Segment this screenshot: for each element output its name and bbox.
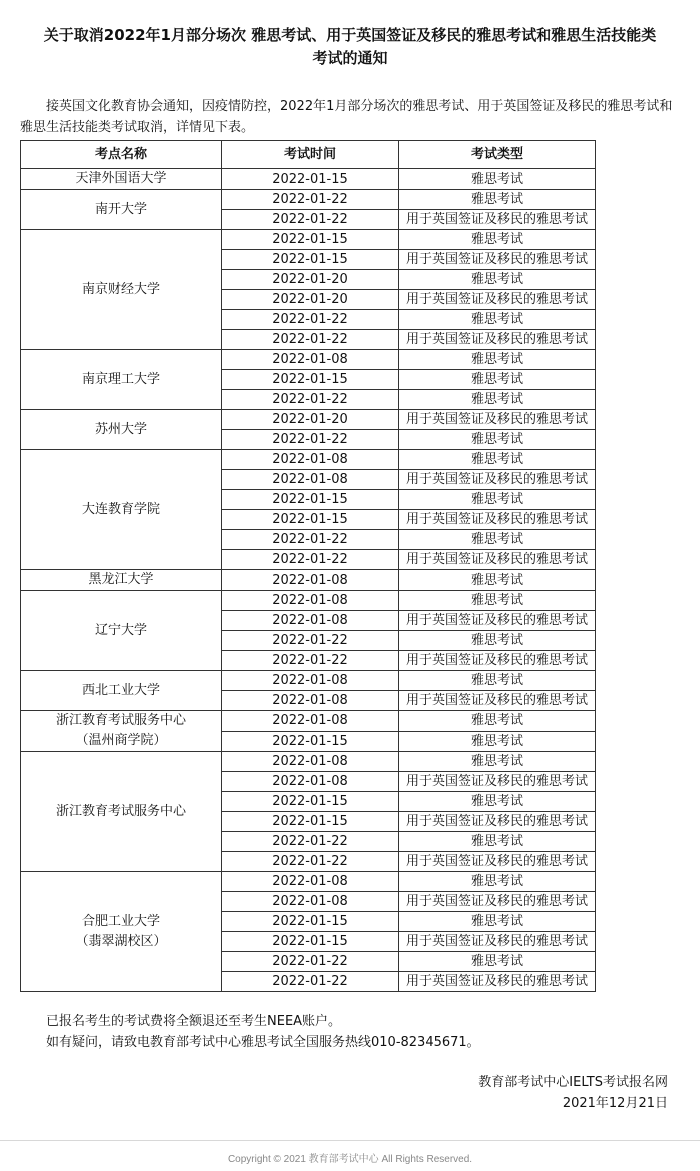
date-cell: 2022-01-22 [222, 430, 399, 450]
exam-type-cell: 雅思考试 [399, 832, 596, 852]
date-cell: 2022-01-15 [222, 370, 399, 390]
date-cell: 2022-01-22 [222, 210, 399, 230]
exam-type-cell: 用于英国签证及移民的雅思考试 [399, 651, 596, 671]
date-cell: 2022-01-15 [222, 812, 399, 832]
header-type: 考试类型 [399, 141, 596, 169]
venue-cell: 西北工业大学 [21, 671, 222, 711]
exam-type-cell: 用于英国签证及移民的雅思考试 [399, 210, 596, 230]
exam-type-cell: 雅思考试 [399, 792, 596, 812]
exam-type-cell: 雅思考试 [399, 430, 596, 450]
date-cell: 2022-01-15 [222, 490, 399, 510]
date-cell: 2022-01-08 [222, 591, 399, 611]
exam-type-cell: 雅思考试 [399, 952, 596, 972]
date-cell: 2022-01-22 [222, 651, 399, 671]
exam-type-cell: 用于英国签证及移民的雅思考试 [399, 550, 596, 570]
header-date: 考试时间 [222, 141, 399, 169]
exam-type-cell: 雅思考试 [399, 230, 596, 250]
exam-type-cell: 雅思考试 [399, 370, 596, 390]
table-row [21, 570, 596, 591]
header-venue: 考点名称 [21, 141, 222, 169]
venue-cell: 南京财经大学 [21, 230, 222, 350]
exam-type-cell: 雅思考试 [399, 450, 596, 470]
date-cell: 2022-01-08 [222, 892, 399, 912]
table-row [21, 711, 596, 732]
exam-type-cell: 雅思考试 [399, 591, 596, 611]
title-line-2: 考试的通知 [312, 49, 388, 67]
date-cell: 2022-01-15 [222, 510, 399, 530]
table-row [21, 350, 596, 370]
date-cell: 2022-01-15 [222, 250, 399, 270]
exam-type-cell: 雅思考试 [399, 711, 596, 732]
exam-type-cell: 雅思考试 [399, 912, 596, 932]
date-cell: 2022-01-08 [222, 671, 399, 691]
exam-type-cell: 雅思考试 [399, 530, 596, 550]
date-cell: 2022-01-08 [222, 350, 399, 370]
table-row [21, 410, 596, 430]
date-cell: 2022-01-08 [222, 691, 399, 711]
date-cell: 2022-01-15 [222, 230, 399, 250]
date-cell: 2022-01-08 [222, 611, 399, 631]
hotline-note: 如有疑问，请致电教育部考试中心雅思考试全国服务热线010-82345671。 [46, 1035, 480, 1050]
exam-type-cell: 雅思考试 [399, 350, 596, 370]
exam-type-cell: 用于英国签证及移民的雅思考试 [399, 290, 596, 310]
issue-date: 2021年12月21日 [562, 1096, 668, 1111]
exam-type-cell: 雅思考试 [399, 671, 596, 691]
exam-type-cell: 用于英国签证及移民的雅思考试 [399, 972, 596, 992]
venue-cell: 黑龙江大学 [21, 570, 222, 591]
table-row [21, 591, 596, 611]
date-cell: 2022-01-22 [222, 952, 399, 972]
date-cell: 2022-01-08 [222, 450, 399, 470]
exam-type-cell: 用于英国签证及移民的雅思考试 [399, 932, 596, 952]
venue-cell: 天津外国语大学 [21, 169, 222, 190]
exam-type-cell: 雅思考试 [399, 390, 596, 410]
exam-type-cell: 用于英国签证及移民的雅思考试 [399, 510, 596, 530]
title-line-1: 关于取消2022年1月部分场次 雅思考试、用于英国签证及移民的雅思考试和雅思生活技能类 [43, 26, 657, 44]
exam-type-cell: 雅思考试 [399, 169, 596, 190]
issuer-signature: 教育部考试中心IELTS考试报名网 [478, 1075, 668, 1090]
date-cell: 2022-01-08 [222, 711, 399, 732]
date-cell: 2022-01-15 [222, 792, 399, 812]
exam-type-cell: 雅思考试 [399, 752, 596, 772]
exam-type-cell: 用于英国签证及移民的雅思考试 [399, 892, 596, 912]
date-cell: 2022-01-20 [222, 290, 399, 310]
exam-type-cell: 雅思考试 [399, 270, 596, 290]
date-cell: 2022-01-08 [222, 872, 399, 892]
exam-type-cell: 用于英国签证及移民的雅思考试 [399, 330, 596, 350]
exam-type-cell: 用于英国签证及移民的雅思考试 [399, 611, 596, 631]
table-row [21, 230, 596, 250]
date-cell: 2022-01-08 [222, 570, 399, 591]
copyright: Copyright © 2021 教育部考试中心 All Rights Reserved. [227, 1154, 473, 1165]
intro-paragraph: 接英国文化教育协会通知，因疫情防控，2022年1月部分场次的雅思考试、用于英国签证及移民的雅思考试和雅思生活技能类考试取消，详情见下表。 [20, 99, 673, 135]
date-cell: 2022-01-08 [222, 470, 399, 490]
venue-cell: 浙江教育考试服务中心 （温州商学院） [21, 711, 222, 752]
exam-type-cell: 用于英国签证及移民的雅思考试 [399, 470, 596, 490]
date-cell: 2022-01-15 [222, 169, 399, 190]
exam-type-cell: 用于英国签证及移民的雅思考试 [399, 812, 596, 832]
date-cell: 2022-01-22 [222, 310, 399, 330]
date-cell: 2022-01-08 [222, 772, 399, 792]
exam-type-cell: 雅思考试 [399, 190, 596, 210]
date-cell: 2022-01-22 [222, 190, 399, 210]
exam-type-cell: 雅思考试 [399, 731, 596, 752]
exam-type-cell: 用于英国签证及移民的雅思考试 [399, 772, 596, 792]
exam-type-cell: 用于英国签证及移民的雅思考试 [399, 852, 596, 872]
table-row [21, 190, 596, 210]
date-cell: 2022-01-22 [222, 330, 399, 350]
exam-type-cell: 雅思考试 [399, 872, 596, 892]
exam-type-cell: 雅思考试 [399, 310, 596, 330]
venue-cell: 南开大学 [21, 190, 222, 230]
footer-divider [0, 1140, 700, 1141]
exam-type-cell: 用于英国签证及移民的雅思考试 [399, 410, 596, 430]
cancellation-table [20, 140, 596, 992]
venue-cell: 大连教育学院 [21, 450, 222, 570]
exam-type-cell: 用于英国签证及移民的雅思考试 [399, 250, 596, 270]
date-cell: 2022-01-22 [222, 550, 399, 570]
exam-type-cell: 用于英国签证及移民的雅思考试 [399, 691, 596, 711]
notice-title [0, 24, 700, 70]
venue-cell: 苏州大学 [21, 410, 222, 450]
date-cell: 2022-01-22 [222, 530, 399, 550]
table-row [21, 872, 596, 892]
date-cell: 2022-01-20 [222, 270, 399, 290]
table-row [21, 671, 596, 691]
date-cell: 2022-01-22 [222, 390, 399, 410]
exam-type-cell: 雅思考试 [399, 631, 596, 651]
date-cell: 2022-01-22 [222, 631, 399, 651]
exam-type-cell: 雅思考试 [399, 570, 596, 591]
table-row [21, 450, 596, 470]
table-body [21, 169, 596, 992]
table-row [21, 752, 596, 772]
exam-type-cell: 雅思考试 [399, 490, 596, 510]
refund-note: 已报名考生的考试费将全额退还至考生NEEA账户。 [46, 1014, 342, 1029]
date-cell: 2022-01-22 [222, 972, 399, 992]
table-row [21, 169, 596, 190]
venue-cell: 合肥工业大学 （翡翠湖校区） [21, 872, 222, 992]
date-cell: 2022-01-15 [222, 912, 399, 932]
venue-cell: 南京理工大学 [21, 350, 222, 410]
venue-cell: 浙江教育考试服务中心 [21, 752, 222, 872]
date-cell: 2022-01-22 [222, 852, 399, 872]
date-cell: 2022-01-20 [222, 410, 399, 430]
venue-cell: 辽宁大学 [21, 591, 222, 671]
date-cell: 2022-01-22 [222, 832, 399, 852]
date-cell: 2022-01-08 [222, 752, 399, 772]
table-header-row [21, 141, 596, 169]
date-cell: 2022-01-15 [222, 731, 399, 752]
date-cell: 2022-01-15 [222, 932, 399, 952]
